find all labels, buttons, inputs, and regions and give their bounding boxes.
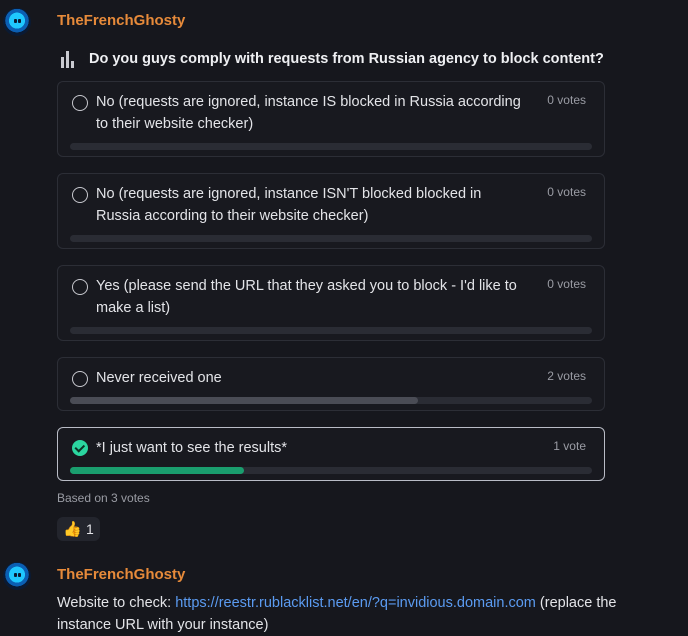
poll-option-votes: 0 votes	[547, 185, 586, 199]
user-avatar[interactable]	[3, 8, 31, 36]
poll-option-4[interactable]	[57, 357, 605, 411]
poll-option-label: Never received one	[96, 370, 222, 386]
radio-button[interactable]	[72, 95, 88, 111]
poll-option-2[interactable]	[57, 173, 605, 249]
checkmark-icon[interactable]	[72, 440, 88, 456]
poll-option-votes: 0 votes	[547, 277, 586, 291]
radio-button[interactable]	[72, 279, 88, 295]
poll-progress-bar	[70, 235, 592, 242]
poll-option-votes: 1 vote	[553, 439, 586, 453]
poll-vote-total: Based on 3 votes	[57, 491, 150, 505]
poll-progress-bar	[70, 397, 592, 404]
message-link[interactable]: https://reestr.rublacklist.net/en/?q=invidious.domain.com	[175, 595, 536, 611]
poll-progress-fill	[70, 467, 244, 474]
poll-progress-bar	[70, 327, 592, 334]
poll-option-3[interactable]	[57, 265, 605, 341]
poll-option-label: No (requests are ignored, instance ISN'T blocked blocked in Russia according to their website checker)	[96, 186, 482, 224]
username[interactable]: TheFrenchGhosty	[57, 566, 186, 583]
poll-option-1[interactable]	[57, 81, 605, 157]
poll-option-votes: 0 votes	[547, 93, 586, 107]
radio-button[interactable]	[72, 187, 88, 203]
poll-option-label: Yes (please send the URL that they asked you to block - I'd like to make a list)	[96, 278, 517, 316]
user-avatar[interactable]	[3, 562, 31, 590]
username[interactable]: TheFrenchGhosty	[57, 12, 186, 29]
radio-button[interactable]	[72, 371, 88, 387]
poll-header	[61, 50, 604, 68]
poll-progress-bar	[70, 143, 592, 150]
message-text-after: (replace the instance URL with your instance)	[57, 595, 617, 633]
poll-progress-fill	[70, 397, 418, 404]
reaction-button[interactable]	[57, 517, 100, 541]
poll-option-label: *I just want to see the results*	[96, 440, 288, 456]
reaction-count: 1	[85, 521, 94, 537]
thumbs-up-emoji: 👍	[63, 521, 82, 538]
poll-option-label: No (requests are ignored, instance IS blocked in Russia according to their website checker)	[96, 94, 521, 132]
poll-option-5[interactable]	[57, 427, 605, 481]
poll-option-votes: 2 votes	[547, 369, 586, 383]
poll-progress-bar	[70, 467, 592, 474]
message-text-before: Website to check:	[57, 595, 176, 611]
poll-bar-chart-icon	[61, 50, 77, 68]
message-text	[57, 592, 657, 636]
poll-question: Do you guys comply with requests from Russian agency to block content?	[89, 51, 604, 67]
